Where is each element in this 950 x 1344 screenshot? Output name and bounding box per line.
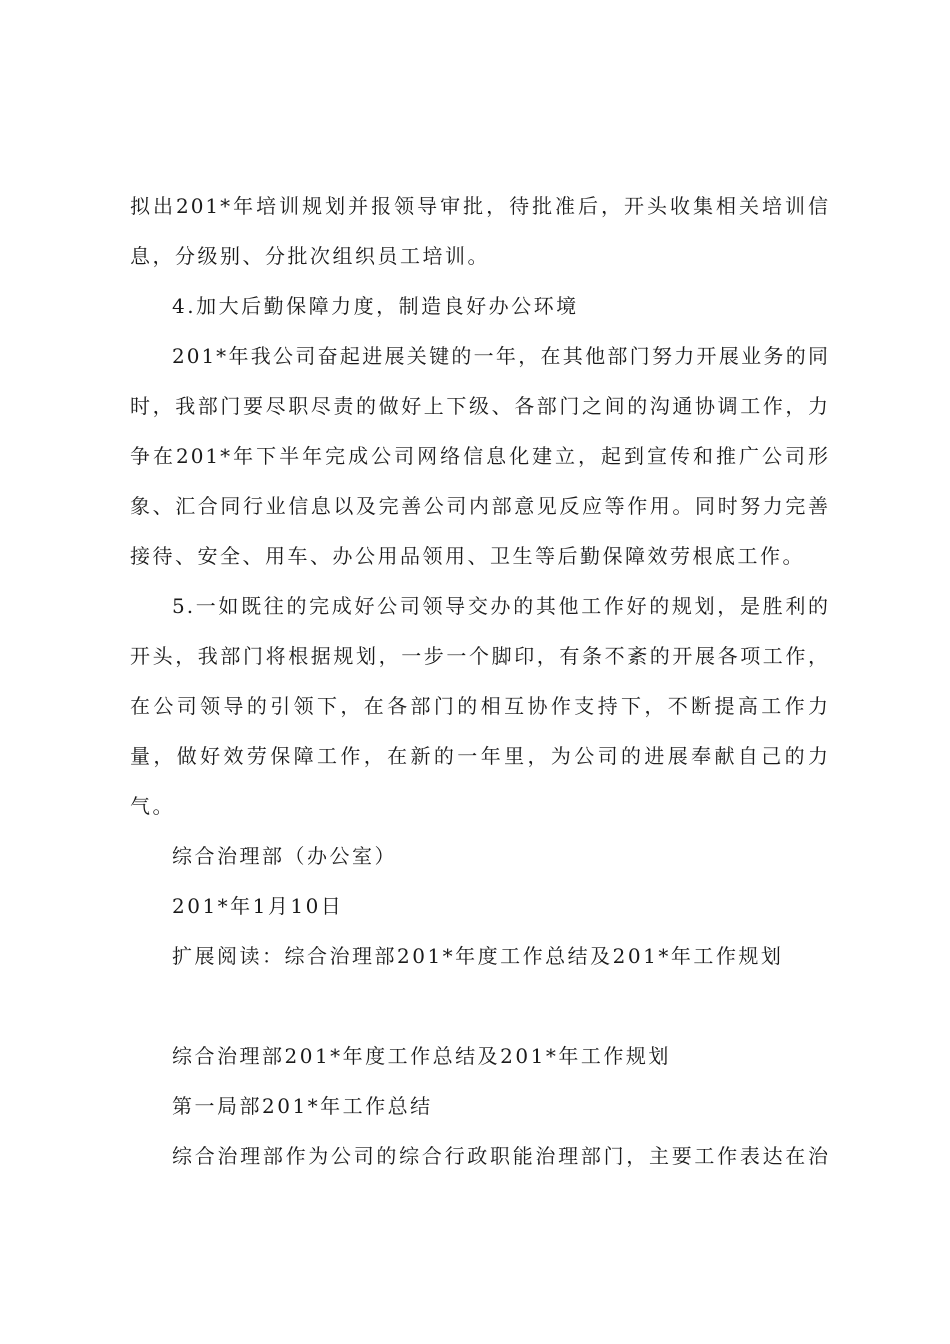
paragraph-line: 争在201*年下半年完成公司网络信息化建立，起到宣传和推广公司形 <box>130 444 830 468</box>
extended-reading-title: 扩展阅读：综合治理部201*年度工作总结及201*年工作规划 <box>172 944 784 968</box>
paragraph-line: 接待、安全、用车、办公用品领用、卫生等后勤保障效劳根底工作。 <box>130 544 805 568</box>
paragraph-line: 开头，我部门将根据规划，一步一个脚印，有条不紊的开展各项工作， <box>130 644 830 668</box>
paragraph-line: 拟出201*年培训规划并报领导审批，待批准后，开头收集相关培训信 <box>130 194 830 218</box>
signature-department: 综合治理部（办公室） <box>172 844 397 868</box>
paragraph-line: 时，我部门要尽职尽责的做好上下级、各部门之间的沟通协调工作，力 <box>130 394 830 418</box>
section-heading: 4.加大后勤保障力度，制造良好办公环境 <box>172 294 579 318</box>
paragraph-line: 息，分级别、分批次组织员工培训。 <box>130 244 490 268</box>
paragraph-line: 201*年我公司奋起进展关键的一年，在其他部门努力开展业务的同 <box>172 344 830 368</box>
section-heading: 第一局部201*年工作总结 <box>172 1094 433 1118</box>
paragraph-line: 象、汇合同行业信息以及完善公司内部意见反应等作用。同时努力完善 <box>130 494 830 518</box>
document-title: 综合治理部201*年度工作总结及201*年工作规划 <box>172 1044 671 1068</box>
paragraph-line: 综合治理部作为公司的综合行政职能治理部门，主要工作表达在治 <box>172 1144 830 1168</box>
signature-date: 201*年1月10日 <box>172 894 344 918</box>
paragraph-line: 量，做好效劳保障工作，在新的一年里，为公司的进展奉献自己的力 <box>130 744 830 768</box>
paragraph-line: 5.一如既往的完成好公司领导交办的其他工作好的规划，是胜利的 <box>172 594 830 618</box>
paragraph-line: 气。 <box>130 794 175 818</box>
paragraph-line: 在公司领导的引领下，在各部门的相互协作支持下，不断提高工作力 <box>130 694 830 718</box>
